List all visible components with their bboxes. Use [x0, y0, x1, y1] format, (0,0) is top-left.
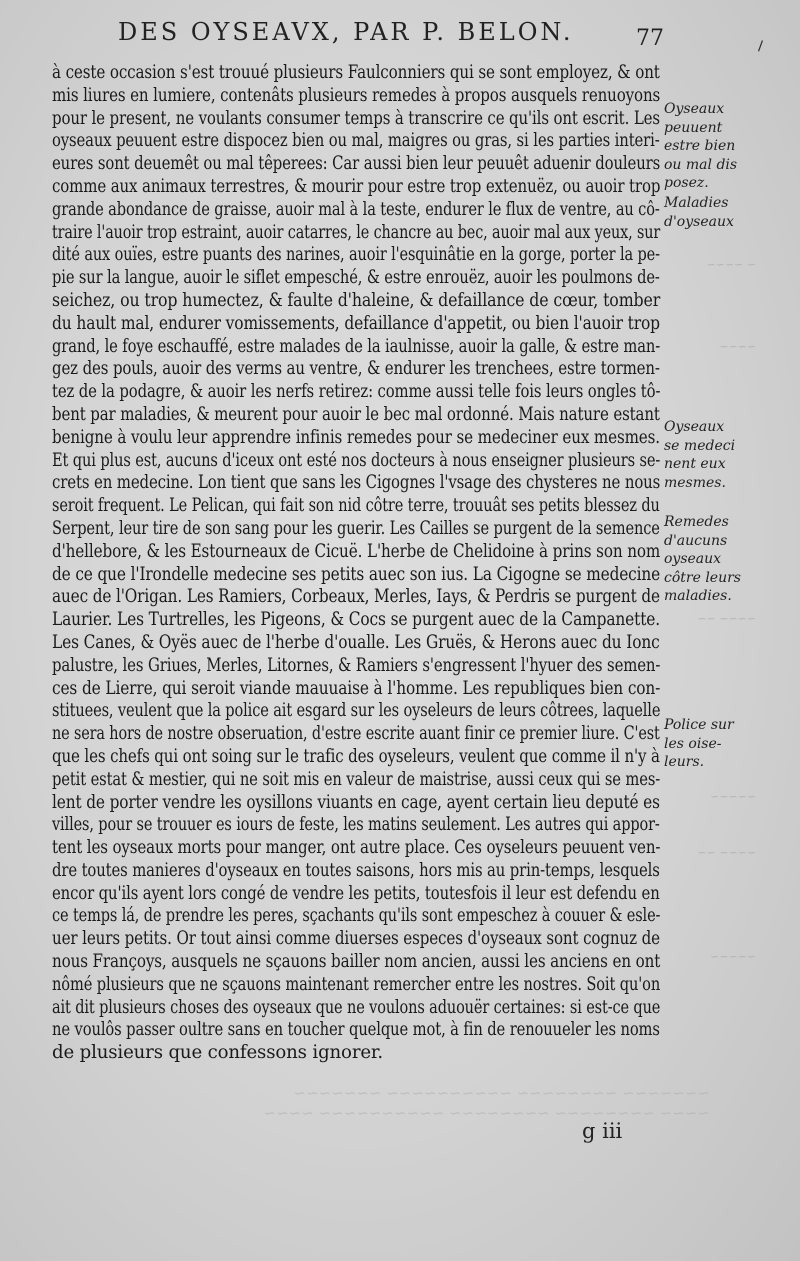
text-line: benigne à voulu leur apprendre infinis remedes pour se medeciner eux mesmes.: [52, 426, 660, 448]
text-line: tent les oyseaux morts pour manger, ont autre place. Ces oyseleurs peuuent ven-: [52, 837, 661, 859]
show-through-text: ~~~~~~~ ~~~~~~~~ ~~~~~~~~~~ ~~~~~~~ ~~~~ ~~~~~~~~ ~~~~~~~~ ~~~~~~~~~~ ~~~~: [263, 1084, 710, 1122]
text-line: ait dit plusieurs choses des oyseaux que ne voulons aduouër certaines: si est-ce que: [52, 996, 661, 1018]
margin-note-line: d'aucuns: [664, 532, 728, 549]
body-text: [52, 62, 662, 1065]
text-line: villes, pour se trouuer es iours de feste, les matins seulement. Les autres qui appor-: [52, 814, 660, 836]
text-line: crets en medecine. Lon tient que sans les Cigognes l'vsage des chysteres ne nous: [52, 472, 661, 494]
text-line: palustre, les Griues, Merles, Litornes, & Ramiers s'engressent l'hyuer des semen-: [52, 654, 661, 676]
text-line: Serpent, leur tire de son sang pour les guerir. Les Cailles se purgent de la semence: [52, 517, 660, 539]
text-line: traire l'auoir trop estraint, auoir catarres, le chancre au bec, auoir mal aux yeux, sur: [52, 221, 661, 243]
text-line: gez des pouls, auoir des verms au ventre, & endurer les trenchees, estre tormen-: [52, 358, 660, 380]
corner-mark: ⸝: [746, 25, 770, 57]
text-line: dre toutes manieres d'oyseaux en toutes saisons, hors mis au prin-temps, lesquels: [52, 859, 660, 881]
margin-note-line: se medeci: [664, 437, 736, 454]
bleed-through-mark: ~ ~~~~: [706, 258, 756, 271]
margin-note-line: posez.: [664, 175, 709, 191]
text-line: Et qui plus est, aucuns d'iceux ont esté nos docteurs à nous enseigner plusieurs se-: [52, 449, 661, 471]
page-number: 77: [636, 26, 664, 51]
text-line: de ce que l'Irondelle medecine ses petits auec son ius. La Cigogne se medecine: [52, 563, 661, 585]
bleed-through-mark: ~~~~: [719, 340, 756, 353]
bleed-through-mark: ~~~~ ~~: [697, 612, 756, 625]
margin-note-4: [664, 513, 764, 606]
text-line: de plusieurs que confessons ignorer.: [52, 1042, 384, 1064]
running-head: DES OYSEAVX, PAR P. BELON.: [118, 18, 574, 46]
text-line: bent par maladies, & meurent pour auoir le bec mal ordonné. Mais nature estant: [52, 403, 660, 425]
margin-note-line: ou mal dis: [664, 156, 738, 173]
text-line: grand, le foye eschauffé, estre malades de la iaulnisse, auoir la galle, & estre man-: [52, 335, 661, 357]
margin-note-line: Remedes: [664, 514, 729, 530]
text-line: du hault mal, endurer vomissements, defaillance d'appetit, ou bien l'auoir trop: [52, 312, 660, 334]
bleed-through-mark: ~~~~ ~~: [697, 846, 756, 859]
margin-note-line: d'oyseaux: [664, 213, 734, 230]
text-line: lent de porter vendre les oysillons viuants en cage, ayent certain lieu deputé es: [52, 791, 660, 813]
margin-note-5: [664, 716, 764, 772]
text-line: grande abondance de graisse, auoir mal à la teste, endurer le flux de ventre, au cô-: [52, 198, 660, 220]
text-line: pie sur la langue, auoir le siflet empesché, & estre enrouëz, auoir les poulmons de-: [52, 267, 660, 289]
margin-note-line: leurs.: [664, 754, 705, 770]
margin-note-line: oyseaux: [664, 551, 722, 567]
text-line: seroit frequent. Le Pelican, qui fait son nid côtre terre, trouuât ses petits blessez du: [52, 495, 660, 517]
signature-mark: g iii: [582, 1119, 623, 1143]
text-line: ne sera hors de nostre obseruation, d'estre escrite auant finir ce premier liure. C'est: [52, 723, 660, 745]
margin-note-line: les oise-: [664, 735, 722, 752]
text-line: seichez, ou trop humectez, & faulte d'haleine, & defaillance de cœur, tomber: [52, 289, 661, 311]
text-line: nômé plusieurs que ne sçauons maintenant remercher entre les nostres. Soit qu'on: [52, 973, 661, 995]
margin-note-line: Police sur: [664, 717, 734, 733]
margin-note-1: [664, 100, 764, 193]
text-line: mis liures en lumiere, contenâts plusieurs remedes à propos ausquels renuoyons: [52, 84, 661, 106]
text-line: tez de la podagre, & auoir les nerfs retirez: comme aussi telle fois leurs ongles tô-: [52, 381, 661, 403]
margin-note-line: estre bien: [664, 138, 736, 154]
margin-note-line: Oyseaux: [664, 101, 725, 117]
text-line: uer leurs petits. Or tout ainsi comme diuerses especes d'oyseaux sont cognuz de: [52, 928, 660, 950]
text-line: Les Canes, & Oyës auec de l'herbe d'oualle. Les Gruës, & Herons auec du Ionc: [52, 631, 660, 653]
text-line: encor qu'ils ayent lors congé de vendre les petits, toutesfois il leur est defendu en: [52, 882, 660, 904]
text-line: eures sont deuemêt ou mal têperees: Car aussi bien leur peuuêt aduenir douleurs: [52, 153, 661, 175]
text-line: ces de Lierre, qui seroit viande mauuaise à l'homme. Les republiques bien con-: [52, 677, 661, 699]
margin-note-line: peuuent: [664, 119, 723, 136]
bleed-through-mark: ~~~~~: [709, 950, 756, 963]
text-line: nous Françoys, ausquels ne sçauons bailler nom ancien, aussi les anciens en ont: [52, 951, 661, 973]
margin-note-line: mesmes.: [664, 474, 726, 491]
margin-note-line: nent eux: [664, 456, 726, 472]
text-line: auec de l'Origan. Les Ramiers, Corbeaux, Merles, Iays, & Perdris se purgent de: [52, 586, 660, 608]
text-line: ce temps lá, de prendre les peres, sçachants qu'ils sont empeschez à couuer & esle-: [52, 905, 661, 927]
margin-note-2: [664, 194, 764, 231]
text-line: Laurier. Les Turtrelles, les Pigeons, & Cocs se purgent auec de la Campanette.: [52, 609, 661, 631]
text-line: comme aux animaux terrestres, & mourir pour estre trop extenuëz, ou auoir trop: [52, 175, 661, 197]
text-line: petit estat & mestier, qui ne soit mis en valeur de maistrise, aussi ceux qui se mes-: [52, 768, 661, 790]
text-line: ne voulôs passer oultre sans en toucher quelque mot, à fin de renouueler les noms: [52, 1019, 660, 1041]
text-line: dité aux ouïes, estre puants des narines, auoir l'esquinâtie en la gorge, porter la pe-: [52, 244, 660, 266]
margin-note-line: maladies.: [664, 588, 732, 604]
text-line: à ceste occasion s'est trouué plusieurs Faulconniers qui se sont employez, & ont: [52, 62, 660, 83]
margin-note-line: Oyseaux: [664, 419, 725, 435]
text-line: pour le present, ne voulants consumer temps à transcrire ce qu'ils ont escrit. Les: [52, 107, 660, 129]
margin-note-line: côtre leurs: [664, 569, 741, 586]
text-line: d'hellebore, & les Estourneaux de Cicuë. L'herbe de Chelidoine à prins son nom: [52, 540, 661, 562]
text-line: que les chefs qui ont soing sur le trafic des oyseleurs, veulent que comme il n'y à: [52, 745, 660, 767]
margin-note-3: [664, 418, 764, 492]
bleed-through-mark: ~~~~~: [709, 790, 756, 803]
margin-note-line: Maladies: [664, 195, 729, 211]
text-line: oyseaux peuuent estre dispoсez bien ou mal, maigres ou gras, si les parties interi-: [52, 130, 660, 152]
text-line: stituees, veulent que la police ait esgard sur les oyseleurs de leurs côtrees, laquelle: [52, 700, 661, 722]
